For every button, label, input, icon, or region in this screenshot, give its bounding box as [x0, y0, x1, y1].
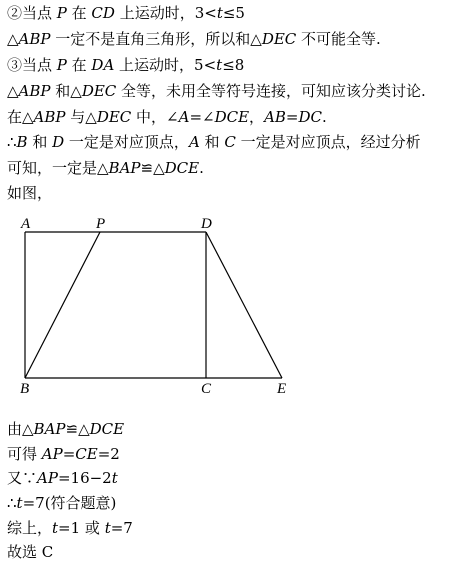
math-symbol: ABP	[18, 30, 51, 48]
text-segment: =	[62, 445, 76, 463]
text-segment: 由△	[7, 420, 34, 438]
text-segment: ≤8	[222, 56, 245, 74]
text-segment: 如图，	[7, 184, 53, 202]
math-symbol: CE	[75, 445, 98, 463]
text-line	[7, 30, 381, 48]
math-symbol: t	[216, 4, 223, 22]
text-segment: ，	[249, 108, 265, 126]
segment-BP	[25, 232, 100, 378]
label-C: C	[201, 381, 212, 397]
text-line	[7, 108, 327, 126]
math-symbol: t	[216, 56, 223, 74]
text-line	[7, 133, 421, 151]
text-segment: ∴	[7, 133, 17, 151]
math-symbol: ABP	[33, 108, 66, 126]
text-segment: ≌△	[65, 420, 90, 438]
text-segment: =1 或	[58, 519, 105, 537]
math-symbol: DEC	[81, 82, 117, 100]
text-segment: 故选 C	[7, 543, 54, 561]
math-symbol: t	[111, 469, 118, 487]
math-symbol: A	[178, 108, 190, 126]
text-segment: 与△	[65, 108, 97, 126]
text-segment: =2	[97, 445, 120, 463]
text-segment: 和△	[50, 82, 82, 100]
text-segment: 可得	[7, 445, 42, 463]
math-symbol: AP	[41, 445, 63, 463]
text-segment: △	[7, 82, 19, 100]
figure-lines	[25, 232, 282, 378]
label-A: A	[21, 216, 31, 232]
math-symbol: DC	[298, 108, 323, 126]
math-symbol: A	[188, 133, 200, 151]
math-symbol: BAP	[108, 159, 141, 177]
text-line	[7, 445, 120, 463]
text-line	[7, 420, 124, 438]
math-symbol: AB	[264, 108, 286, 126]
math-symbol: ABP	[18, 82, 51, 100]
text-segment: 和	[199, 133, 225, 151]
math-symbol: DA	[91, 56, 115, 74]
text-segment: 综上，	[7, 519, 53, 537]
math-symbol: AP	[37, 469, 58, 487]
text-line	[7, 82, 426, 100]
label-P: P	[96, 216, 106, 232]
label-B: B	[20, 381, 30, 397]
text-line	[7, 159, 204, 177]
text-segment: .	[322, 108, 327, 126]
math-symbol: P	[56, 4, 67, 22]
text-segment: =	[285, 108, 299, 126]
math-symbol: BAP	[33, 420, 66, 438]
text-segment: 可知，一定是△	[7, 159, 109, 177]
segment-DE	[206, 232, 282, 378]
math-symbol: C	[224, 133, 236, 151]
text-line	[7, 494, 116, 512]
text-line	[7, 184, 52, 202]
text-line	[7, 4, 245, 22]
text-segment: 一定是对应顶点，	[64, 133, 189, 151]
text-segment: 上运动时，3<	[114, 4, 217, 22]
text-segment: ≌△	[140, 159, 165, 177]
math-symbol: D	[52, 133, 65, 151]
text-segment: 全等，未用全等符号连接，可知应该分类讨论.	[116, 82, 426, 100]
text-segment: ≤5	[222, 4, 245, 22]
text-segment: 一定不是直角三角形，所以和△	[50, 30, 262, 48]
math-symbol: t	[104, 519, 111, 537]
text-segment: ③当点	[7, 56, 57, 74]
math-symbol: DCE	[89, 420, 125, 438]
text-segment: 一定是对应顶点，经过分析	[235, 133, 421, 151]
text-segment: 在	[66, 4, 92, 22]
math-symbol: P	[56, 56, 67, 74]
text-line	[7, 543, 53, 561]
math-symbol: B	[16, 133, 28, 151]
math-symbol: CD	[91, 4, 115, 22]
text-segment: .	[199, 159, 204, 177]
text-segment: 和	[27, 133, 53, 151]
text-segment: 在△	[7, 108, 34, 126]
text-segment: ∴	[7, 494, 17, 512]
text-segment: △	[7, 30, 19, 48]
text-line	[7, 469, 118, 487]
text-segment: 中，∠	[131, 108, 179, 126]
geometry-figure	[0, 212, 300, 402]
label-E: E	[277, 381, 287, 397]
text-segment: =∠	[189, 108, 215, 126]
math-symbol: DEC	[261, 30, 297, 48]
math-symbol: DCE	[164, 159, 200, 177]
math-symbol: DCE	[214, 108, 250, 126]
math-symbol: t	[16, 494, 23, 512]
math-symbol: t	[52, 519, 59, 537]
text-segment: =16−2	[57, 469, 112, 487]
text-line	[7, 56, 244, 74]
text-segment: =7(符合题意)	[22, 494, 117, 512]
text-segment: 又∵	[7, 469, 38, 487]
text-line	[7, 519, 133, 537]
label-D: D	[201, 216, 212, 232]
text-segment: 不可能全等.	[296, 30, 381, 48]
text-segment: 在	[66, 56, 92, 74]
text-segment: =7	[110, 519, 133, 537]
text-segment: 上运动时，5<	[114, 56, 217, 74]
math-symbol: DEC	[96, 108, 132, 126]
text-segment: ②当点	[7, 4, 57, 22]
